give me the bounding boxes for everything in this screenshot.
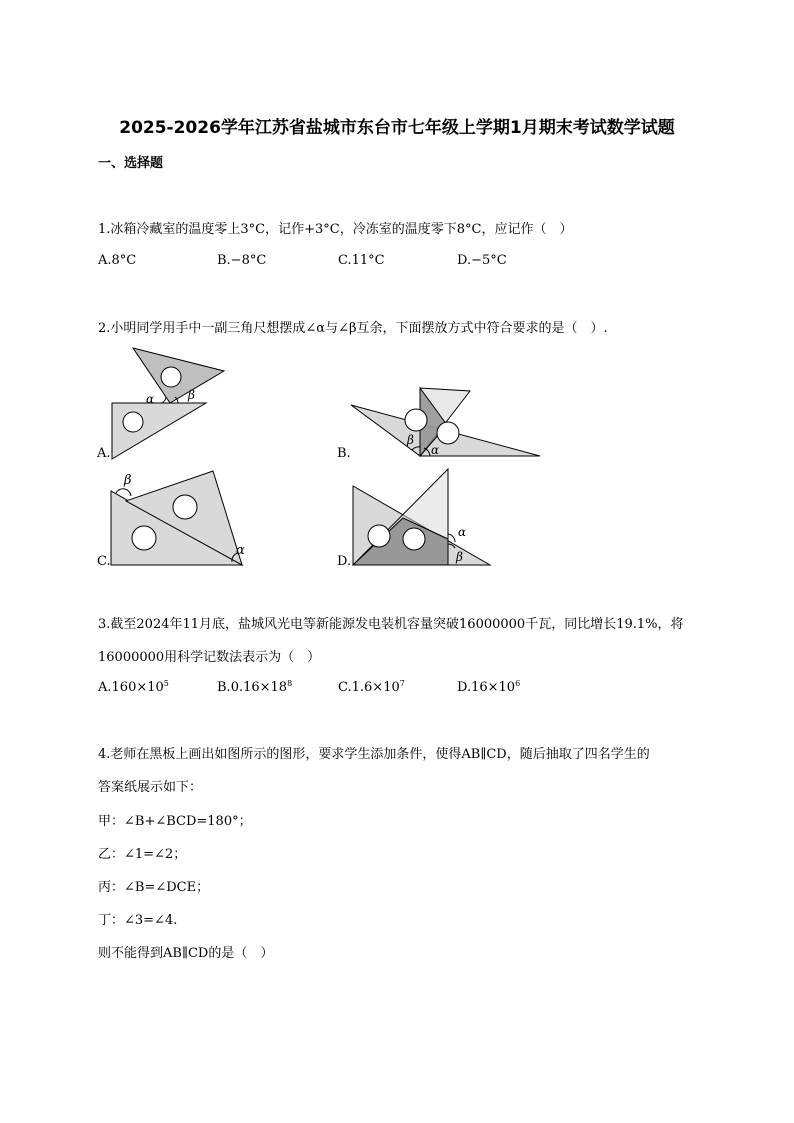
q1-option-d: D.−5°C bbox=[457, 253, 507, 268]
fig-a-alpha: α bbox=[146, 392, 155, 406]
q3-option-c: $C.1.6\times 10^7$ bbox=[338, 679, 405, 695]
figure-b bbox=[348, 385, 544, 461]
question-4-stem-2: 答案纸展示如下： bbox=[98, 780, 203, 795]
q2-label-c: C. bbox=[97, 554, 111, 569]
page-title: 2025-2026学年江苏省盐城市东台市七年级上学期1月期末考试数学试题 bbox=[119, 118, 675, 138]
question-3-stem: 3.截至2024年11月底，盐城风光电等新能源发电装机容量突破16000000千瓦，同比增长19.1%，将 bbox=[98, 617, 684, 632]
q3-option-d: $D.16\times 10^6$ bbox=[457, 679, 521, 695]
q2-label-a: A. bbox=[97, 446, 111, 461]
figure-c bbox=[96, 466, 256, 568]
fig-d-beta: β bbox=[456, 550, 463, 564]
q4-line-ding: 丁：∠3=∠4. bbox=[98, 913, 178, 928]
section-heading: 一、选择题 bbox=[98, 156, 164, 171]
q1-option-c: C.11°C bbox=[338, 253, 385, 268]
q3-option-b: $B.0.16\times 18^8$ bbox=[217, 679, 293, 695]
q2-label-b: B. bbox=[337, 446, 351, 461]
fig-b-beta: β bbox=[407, 433, 414, 447]
q4-ask: 则不能得到AB∥CD的是（ ） bbox=[98, 946, 274, 961]
question-4-stem: 4.老师在黑板上画出如图所示的图形，要求学生添加条件，使得AB∥CD，随后抽取了四名学生的 bbox=[98, 747, 650, 762]
question-1-stem: 1.冰箱冷藏室的温度零上3°C，记作+3°C，冷冻室的温度零下8°C，应记作（ ） bbox=[98, 222, 573, 237]
fig-b-alpha: α bbox=[431, 443, 440, 457]
q4-line-yi: 乙：∠1=∠2； bbox=[98, 847, 187, 862]
question-3-stem-2: 16000000用科学记数法表示为（ ） bbox=[98, 650, 321, 665]
q2-label-d: D. bbox=[337, 554, 352, 569]
fig-c-beta: β bbox=[124, 473, 132, 488]
fig-c-alpha: α bbox=[236, 543, 245, 558]
q4-line-bing: 丙：∠B=∠DCE； bbox=[98, 880, 210, 895]
figure-a bbox=[96, 345, 236, 460]
q1-option-b: B.−8°C bbox=[217, 253, 267, 268]
fig-a-beta: β bbox=[188, 388, 195, 402]
q1-option-a: A.8°C bbox=[98, 253, 137, 268]
q4-line-jia: 甲：∠B+∠BCD=180°； bbox=[98, 814, 252, 829]
question-2-stem: 2.小明同学用手中一副三角尺想摆成∠α与∠β互余，下面摆放方式中符合要求的是（ ）. bbox=[98, 321, 608, 336]
fig-d-alpha: α bbox=[458, 525, 467, 539]
q3-option-a: $A.160\times 10^5$ bbox=[98, 679, 169, 695]
figure-d bbox=[348, 466, 494, 568]
